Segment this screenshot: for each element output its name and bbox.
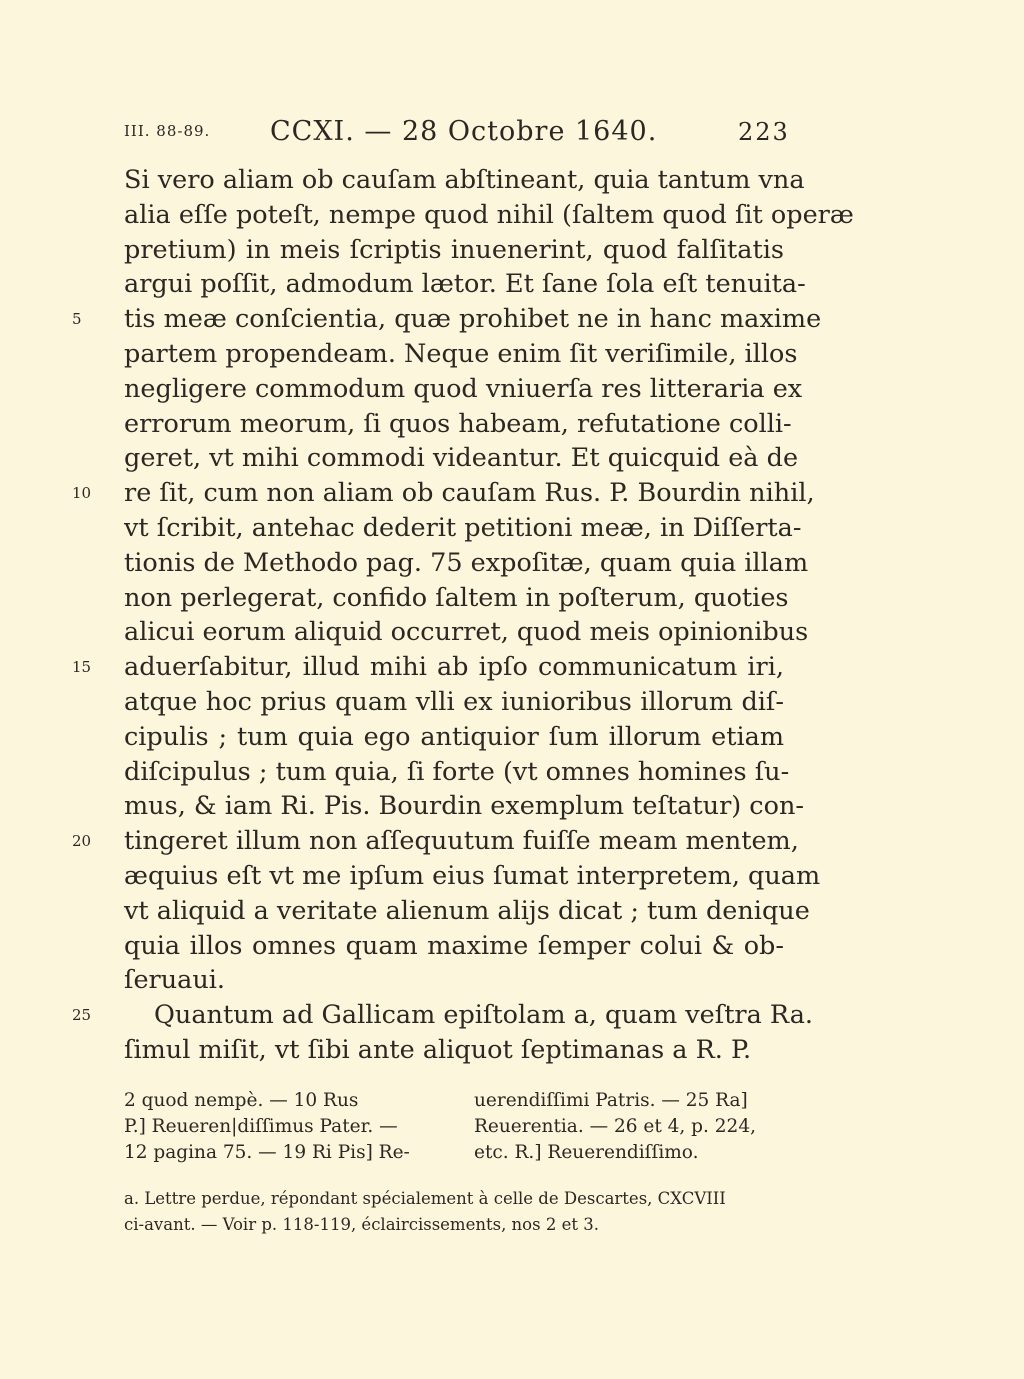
text-line <box>124 233 784 268</box>
page-number: 223 <box>738 118 790 146</box>
line-text: pretium) in meis ſcriptis inuenerint, quod falſitatis <box>124 234 784 265</box>
text-line <box>124 163 805 198</box>
line-number: 15 <box>72 658 92 677</box>
note-line: 2 quod nempè. — 10 Rus <box>124 1090 359 1111</box>
letter-title: CCXI. — 28 Octobre 1640. <box>270 116 658 147</box>
line-text: Si vero aliam ob cauſam abſtineant, quia tantum vna <box>124 165 805 195</box>
line-text: re ſit, cum non aliam ob cauſam Rus. P. Bourdin nihil, <box>124 478 815 509</box>
note-line: Reuerentia. — 26 et 4, p. 224, <box>474 1116 756 1137</box>
line-text: mus, & iam Ri. Pis. Bourdin exemplum teſtatur) con- <box>124 791 804 822</box>
text-line <box>124 267 806 302</box>
text-line <box>124 511 802 546</box>
note-line: etc. R.] Reuerendiſſimo. <box>474 1142 699 1163</box>
line-text: alia eſſe poteſt, nempe quod nihil (ſaltem quod ſit operæ <box>124 199 854 230</box>
line-number: 20 <box>72 832 92 851</box>
note-line: P.] Reueren|diſſimus Pater. — <box>124 1116 398 1137</box>
text-line <box>124 581 789 616</box>
text-line <box>124 685 784 720</box>
text-line <box>124 894 810 929</box>
line-text: diſcipulus ; tum quia, ſi forte (vt omnes homines ſu- <box>124 756 790 787</box>
note-line: uerendiſſimi Patris. — 25 Ra] <box>474 1090 748 1111</box>
line-text: vt ſcribit, antehac dederit petitioni meæ, in Diſſerta- <box>124 512 802 543</box>
line-number: 25 <box>72 1006 92 1025</box>
line-text: geret, vt mihi commodi videantur. Et quicquid eà de <box>124 443 799 474</box>
line-number: 5 <box>72 310 82 329</box>
text-line <box>124 755 790 790</box>
text-line <box>72 650 784 685</box>
variant-notes-right-column <box>474 1088 794 1166</box>
note-line: ci-avant. — Voir p. 118-119, éclaircissements, nos 2 et 3. <box>124 1215 599 1234</box>
line-text: tingeret illum non aſſequutum fuiſſe meam mentem, <box>124 826 799 857</box>
line-number: 10 <box>72 484 92 503</box>
note-line: 12 pagina 75. — 19 Ri Pis] Re- <box>124 1142 410 1163</box>
text-line <box>72 302 822 337</box>
line-text: aduerſabitur, illud mihi ab ipſo communicatum iri, <box>124 652 784 683</box>
line-text: æquius eſt vt me ipſum eius ſumat interpretem, quam <box>124 860 821 891</box>
text-line <box>124 789 804 824</box>
line-text: tionis de Methodo pag. 75 expoſitæ, quam quia illam <box>124 547 809 578</box>
line-text: negligere commodum quod vniuerſa res litteraria ex <box>124 373 803 404</box>
text-line <box>124 859 821 894</box>
editorial-footnote <box>124 1186 784 1238</box>
text-line <box>72 476 815 511</box>
line-text: tis meæ conſcientia, quæ prohibet ne in hanc maxime <box>124 304 822 335</box>
text-line <box>124 337 798 372</box>
line-text: ſeruaui. <box>124 965 226 996</box>
volume-reference: III. 88-89. <box>124 122 211 140</box>
line-text: atque hoc prius quam vlli ex iunioribus illorum diſ- <box>124 686 784 717</box>
line-text: non perlegerat, confido ſaltem in poſterum, quoties <box>124 582 789 613</box>
text-line <box>124 963 784 998</box>
text-line <box>72 824 799 859</box>
text-line <box>124 720 784 755</box>
line-text: cipulis ; tum quia ego antiquior ſum illorum etiam <box>124 721 784 752</box>
text-line <box>72 998 814 1033</box>
variant-notes-left-column <box>124 1088 434 1166</box>
line-text: vt aliquid a veritate alienum alijs dicat ; tum denique <box>124 895 810 926</box>
main-text <box>72 163 854 1068</box>
text-line <box>124 372 803 407</box>
text-line <box>124 615 809 650</box>
text-line <box>124 407 792 442</box>
note-line: a. Lettre perdue, répondant spécialement à celle de Descartes, CXCVIII <box>124 1189 726 1208</box>
line-text: errorum meorum, ſi quos habeam, refutatione colli- <box>124 408 792 439</box>
text-line <box>124 1033 784 1068</box>
line-text: partem propendeam. Neque enim ſit veriſimile, illos <box>124 338 798 369</box>
line-text: alicui eorum aliquid occurret, quod meis opinionibus <box>124 617 809 648</box>
line-text: Quantum ad Gallicam epiſtolam a, quam veſtra Ra. <box>154 1000 814 1031</box>
line-text: argui poſſit, admodum lætor. Et ſane ſola eſt tenuita- <box>124 269 806 300</box>
line-text: quia illos omnes quam maxime ſemper colui & ob- <box>124 930 784 961</box>
text-line <box>124 441 799 476</box>
running-header <box>0 116 1024 152</box>
text-line <box>124 198 854 233</box>
text-line <box>124 929 784 964</box>
text-line <box>124 546 809 581</box>
line-text: ſimul miſit, vt ſibi ante aliquot ſeptimanas a R. P. <box>124 1034 752 1065</box>
